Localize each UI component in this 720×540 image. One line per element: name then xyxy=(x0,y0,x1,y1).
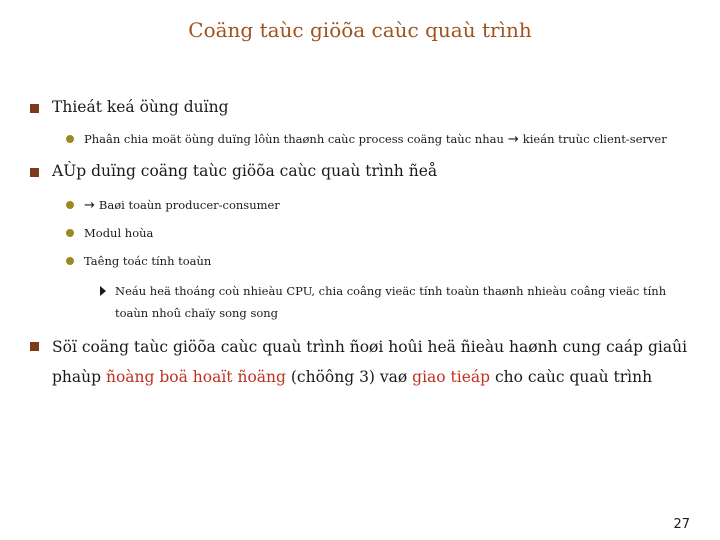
arrow-right-icon: → xyxy=(507,132,519,147)
bullet-text: AÙp duïng coäng taùc giöõa caùc quaù trình ñeå xyxy=(52,162,438,180)
bullet-text-post: kieán truùc client-server xyxy=(522,132,667,146)
highlight-sync: ñoàng boä hoaït ñoäng xyxy=(105,368,286,386)
bullet-text xyxy=(84,198,280,213)
bullet-text: Modul hoùa xyxy=(84,226,154,240)
bullet-text xyxy=(84,132,667,147)
square-bullet-icon xyxy=(30,104,39,113)
bullet-text-pre: Phaân chia moät öùng duïng lôùn thaønh caùc process coäng taùc nhau xyxy=(84,132,504,146)
para-text-1: Söï coäng taùc giöõa caùc quaù trình ñoøi hoûi heä ñieàu haønh cung caáp giaûi phaùp xyxy=(52,338,688,386)
bullet-level1-apply xyxy=(30,162,437,180)
circle-bullet-icon xyxy=(66,257,74,265)
bullet-level2-producer-consumer xyxy=(66,198,280,213)
bullet-level2-speedup xyxy=(66,254,211,268)
bullet-text-main: Baøi toaùn producer-consumer xyxy=(98,198,280,212)
bullet-level2-split-app xyxy=(66,132,667,147)
bullet-text: Neáu heä thoáng coù nhieàu CPU, chia coâng vieäc tính toaùn thaønh nhieàu coâng vieäc tính toaùn nhoû chaïy song song xyxy=(115,284,667,320)
slide-title: Coäng taùc giöõa caùc quaù trình xyxy=(188,18,532,42)
para-text-2: (chöông 3) vaø xyxy=(285,368,413,386)
highlight-communication: giao tieáp xyxy=(412,368,491,386)
circle-bullet-icon xyxy=(66,229,74,237)
bullet-level1-os-requirement xyxy=(30,332,692,392)
page-number: 27 xyxy=(673,517,690,532)
bullet-text: Taêng toác tính toaùn xyxy=(84,254,212,268)
circle-bullet-icon xyxy=(66,135,74,143)
bullet-level3-multi-cpu xyxy=(100,280,675,324)
bullet-level1-design xyxy=(30,98,229,116)
para-text-3: cho caùc quaù trình xyxy=(490,368,653,386)
triangle-bullet-icon xyxy=(100,286,106,296)
square-bullet-icon xyxy=(30,342,39,351)
bullet-paragraph xyxy=(52,332,692,392)
bullet-text: Thieát keá öùng duïng xyxy=(52,98,229,116)
square-bullet-icon xyxy=(30,168,39,177)
bullet-level2-modular xyxy=(66,226,153,240)
arrow-right-icon: → xyxy=(84,198,95,213)
circle-bullet-icon xyxy=(66,201,74,209)
